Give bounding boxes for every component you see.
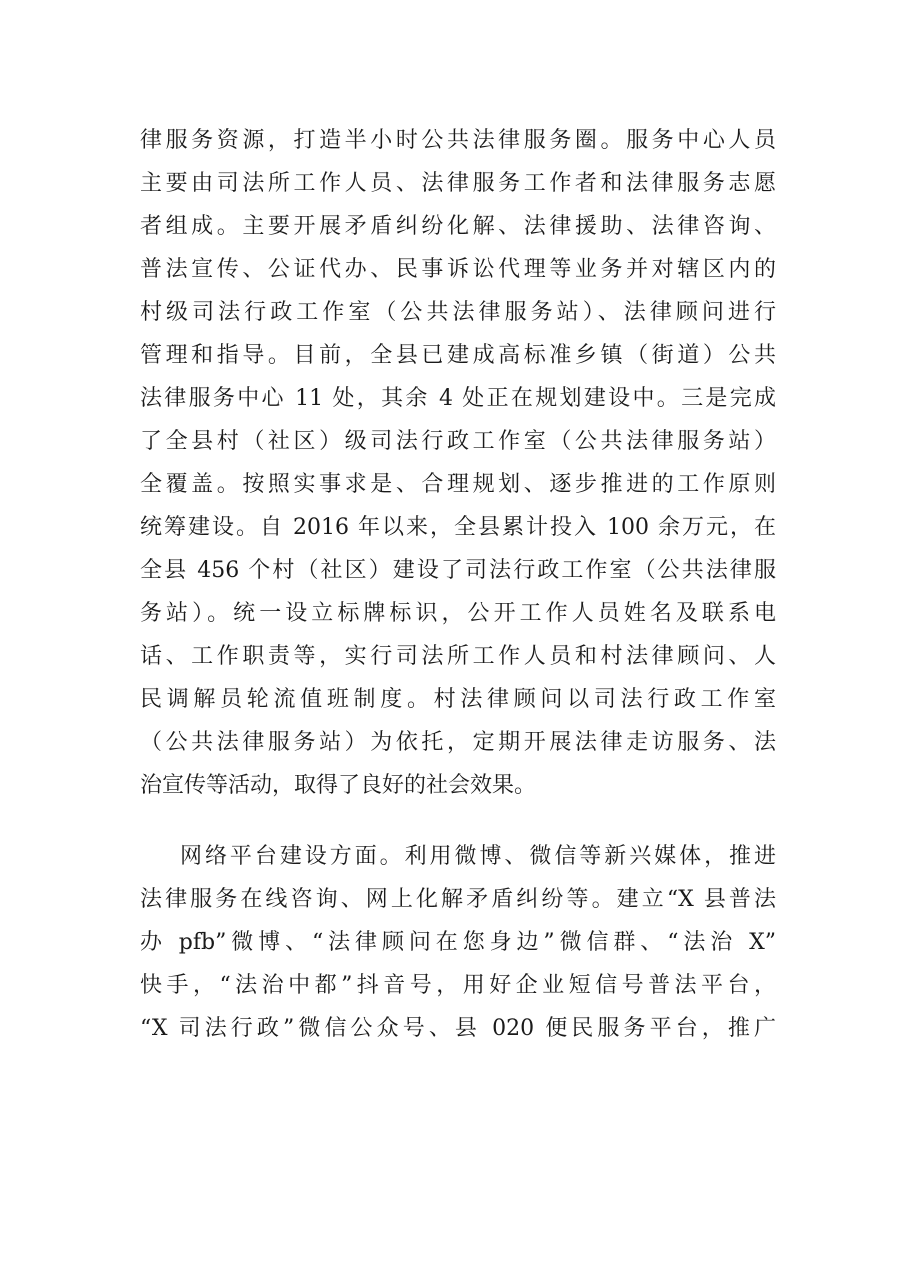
text-line: 法律服务在线咨询、网上化解矛盾纠纷等。建立“X 县普法 <box>140 887 776 912</box>
text-line: 全县 456 个村（社区）建设了司法行政工作室（公共法律服 <box>140 558 776 583</box>
text-line: 者组成。主要开展矛盾纠纷化解、法律援助、法律咨询、 <box>140 214 776 239</box>
text-line: 民调解员轮流值班制度。村法律顾问以司法行政工作室 <box>140 687 776 712</box>
text-line: 律服务资源，打造半小时公共法律服务圈。服务中心人员 <box>140 128 776 153</box>
text-line: 主要由司法所工作人员、法律服务工作者和法律服务志愿 <box>140 171 776 196</box>
text-line: 快手，“法治中都”抖音号，用好企业短信号普法平台， <box>140 973 776 998</box>
text-line: 村级司法行政工作室（公共法律服务站）、法律顾问进行 <box>140 300 776 325</box>
text-line: 网络平台建设方面。利用微博、微信等新兴媒体，推进 <box>180 844 776 869</box>
text-line: 全覆盖。按照实事求是、合理规划、逐步推进的工作原则 <box>140 472 776 497</box>
text-line: “X 司法行政”微信公众号、县 020 便民服务平台，推广 <box>140 1016 776 1041</box>
text-line: 普法宣传、公证代办、民事诉讼代理等业务并对辖区内的 <box>140 257 776 282</box>
text-line: 法律服务中心 11 处，其余 4 处正在规划建设中。三是完成 <box>140 386 776 411</box>
text-line: 话、工作职责等，实行司法所工作人员和村法律顾问、人 <box>140 644 776 669</box>
text-line: 了全县村（社区）级司法行政工作室（公共法律服务站） <box>140 429 776 454</box>
text-line: 务站）。统一设立标牌标识，公开工作人员姓名及联系电 <box>140 601 776 626</box>
text-line: 统筹建设。自 2016 年以来，全县累计投入 100 余万元，在 <box>140 515 776 540</box>
text-line: 办 pfb”微博、“法律顾问在您身边”微信群、“法治 X” <box>140 930 776 955</box>
text-line: 管理和指导。目前，全县已建成高标准乡镇（街道）公共 <box>140 343 776 368</box>
text-line: 治宣传等活动，取得了良好的社会效果。 <box>140 773 537 798</box>
text-line: （公共法律服务站）为依托，定期开展法律走访服务、法 <box>140 730 776 755</box>
